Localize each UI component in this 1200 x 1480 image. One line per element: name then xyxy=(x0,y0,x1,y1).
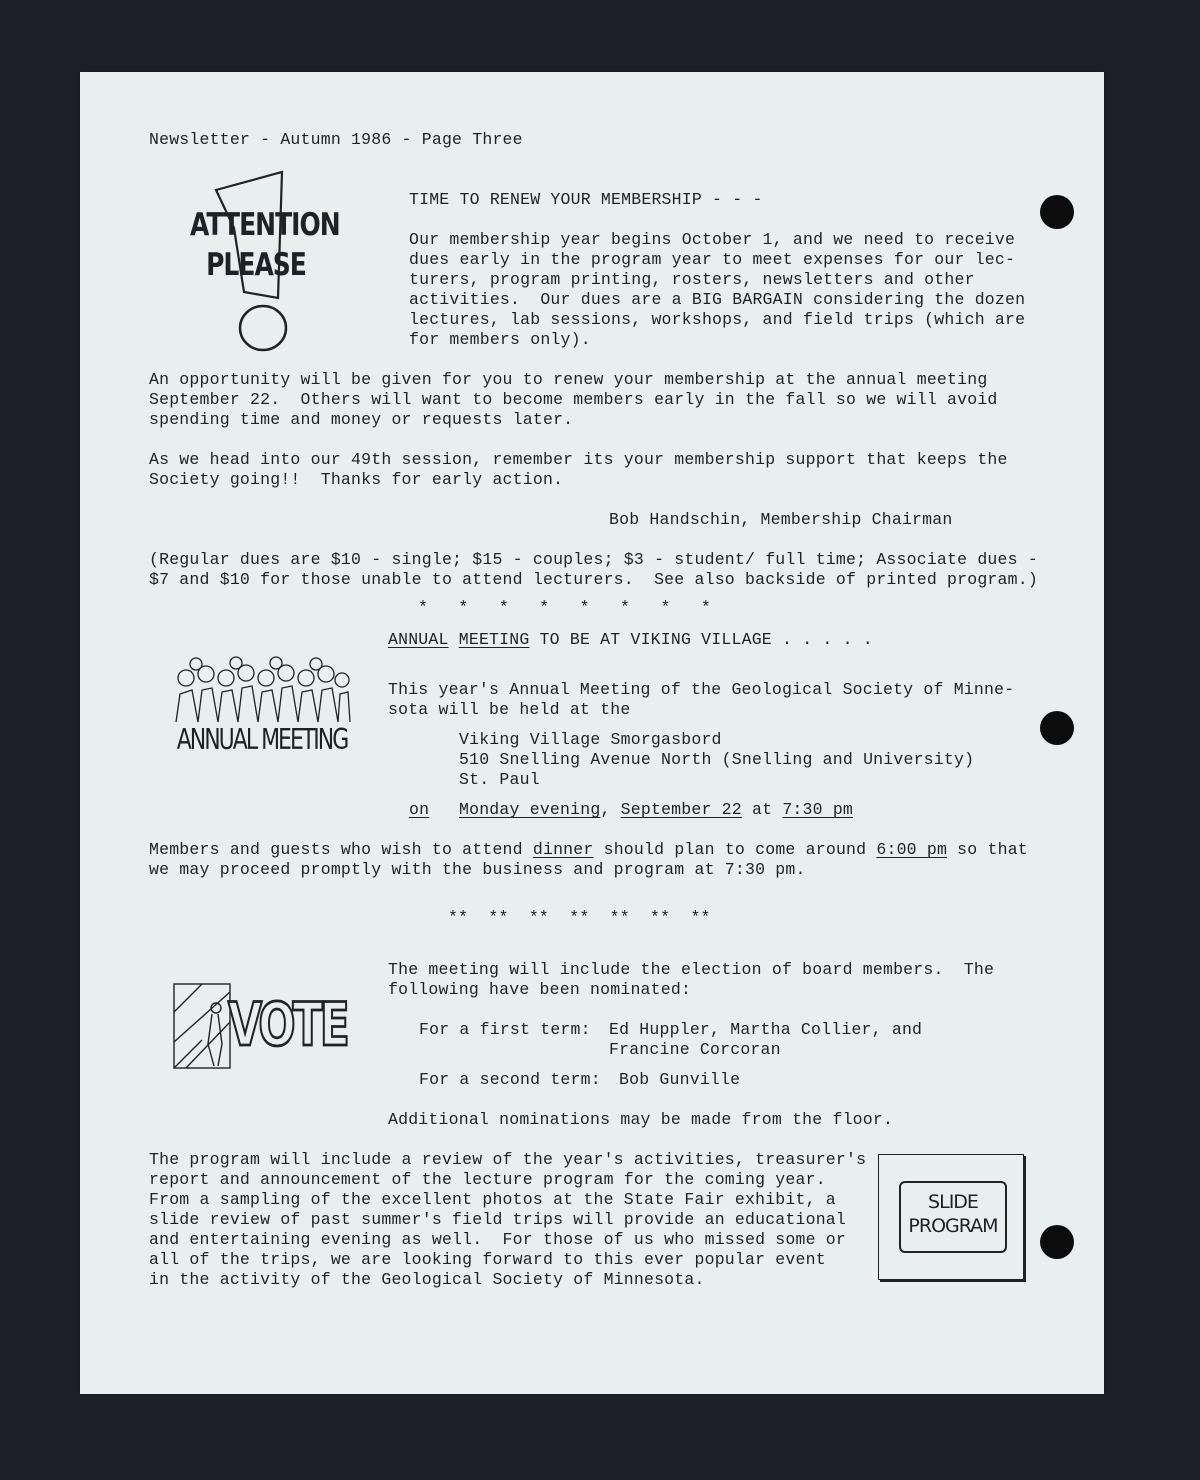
heading-word-annual: ANNUAL xyxy=(388,630,449,649)
vote-label: VOTE xyxy=(228,990,347,1060)
text-line: for members only). xyxy=(409,330,591,349)
text-line: dues early in the program year to meet expenses for our lec- xyxy=(409,250,1016,269)
punch-hole-bottom xyxy=(1040,1225,1074,1259)
heading-word-meeting: MEETING xyxy=(458,630,530,649)
text-line: lectures, lab sessions, workshops, and field trips (which are xyxy=(409,310,1026,329)
renew-heading: TIME TO RENEW YOUR MEMBERSHIP - - - xyxy=(409,190,763,209)
slide-program-illustration xyxy=(878,1154,1024,1280)
text-line: and entertaining evening as well. For those of us who missed some or xyxy=(149,1230,847,1249)
punch-hole-middle xyxy=(1040,711,1074,745)
text-line: Society going!! Thanks for early action. xyxy=(149,470,564,489)
text-line: turers, program printing, rosters, newsletters and other xyxy=(409,270,975,289)
meeting-day: Monday evening xyxy=(459,800,601,819)
dinner-word: dinner xyxy=(532,840,594,859)
first-term-names-cont: Francine Corcoran xyxy=(609,1040,781,1059)
text-line: following have been nominated: xyxy=(388,980,692,999)
at-word: at xyxy=(741,800,783,819)
punch-hole-top xyxy=(1040,195,1074,229)
ballot-figure-icon xyxy=(172,982,232,1070)
text-line: September 22. Others will want to become members early in the fall so we will avoid xyxy=(149,390,998,409)
annual-meeting-label: ANNUAL MEETING xyxy=(176,724,348,757)
meeting-heading xyxy=(388,630,873,650)
dinner-line-2: we may proceed promptly with the business and program at 7:30 pm. xyxy=(149,860,806,879)
dinner-time: 6:00 pm xyxy=(876,840,948,859)
text-span: Members and guests who wish to attend xyxy=(149,840,533,859)
text-line: activities. Our dues are a BIG BARGAIN considering the dozen xyxy=(409,290,1026,309)
text-line: An opportunity will be given for you to renew your membership at the annual meeting xyxy=(149,370,988,389)
crowd-icon xyxy=(172,656,352,726)
meeting-time: 7:30 pm xyxy=(782,800,854,819)
text-line: $7 and $10 for those unable to attend lecturers. See also backside of printed program.) xyxy=(149,570,1038,589)
attention-illustration xyxy=(186,168,340,358)
text-line: As we head into our 49th session, remember its your membership support that keeps the xyxy=(149,450,1008,469)
text-line: slide review of past summer's field trips will provide an educational xyxy=(149,1210,847,1229)
attention-word: ATTENTION xyxy=(190,206,340,243)
meeting-date: September 22 xyxy=(620,800,742,819)
first-term-label: For a first term: xyxy=(419,1020,591,1039)
slide-word: SLIDE xyxy=(928,1191,978,1213)
text-line: all of the trips, we are looking forward to this ever popular event xyxy=(149,1250,826,1269)
text-line: This year's Annual Meeting of the Geological Society of Minne- xyxy=(388,680,1015,699)
heading-rest: TO BE AT VIKING VILLAGE . . . . . xyxy=(529,630,873,649)
comma: , xyxy=(600,800,611,819)
address-line: St. Paul xyxy=(459,770,540,789)
second-term-names: Bob Gunville xyxy=(619,1070,741,1089)
text-span: should plan to come around xyxy=(593,840,877,859)
separator-stars: * * * * * * * * xyxy=(418,598,711,617)
floor-nominations: Additional nominations may be made from the floor. xyxy=(388,1110,894,1129)
annual-meeting-illustration xyxy=(172,656,352,760)
signature: Bob Handschin, Membership Chairman xyxy=(609,510,953,529)
address-line: 510 Snelling Avenue North (Snelling and University) xyxy=(459,750,975,769)
text-line: Our membership year begins October 1, and we need to receive xyxy=(409,230,1016,249)
second-term-label: For a second term: xyxy=(419,1070,601,1089)
first-term-names: Ed Huppler, Martha Collier, and xyxy=(609,1020,923,1039)
text-line: sota will be held at the xyxy=(388,700,631,719)
program-word: PROGRAM xyxy=(908,1215,998,1237)
text-line: From a sampling of the excellent photos at the State Fair exhibit, a xyxy=(149,1190,836,1209)
text-line: (Regular dues are $10 - single; $15 - couples; $3 - student/ full time; Associate dues - xyxy=(149,550,1038,569)
please-word: PLEASE xyxy=(206,246,306,283)
on-word: on xyxy=(409,800,430,819)
text-line: report and announcement of the lecture program for the coming year. xyxy=(149,1170,826,1189)
separator-double-stars: ** ** ** ** ** ** ** xyxy=(448,908,711,927)
address-line: Viking Village Smorgasbord xyxy=(459,730,722,749)
text-line: The program will include a review of the year's activities, treasurer's xyxy=(149,1150,867,1169)
page-header: Newsletter - Autumn 1986 - Page Three xyxy=(149,130,523,149)
dinner-line-1 xyxy=(149,840,1028,860)
text-line: spending time and money or requests later. xyxy=(149,410,574,429)
text-line: in the activity of the Geological Society of Minnesota. xyxy=(149,1270,705,1289)
meeting-datetime xyxy=(459,800,853,820)
text-line: The meeting will include the election of board members. The xyxy=(388,960,995,979)
vote-illustration xyxy=(172,982,347,1070)
text-span: so that xyxy=(947,840,1028,859)
